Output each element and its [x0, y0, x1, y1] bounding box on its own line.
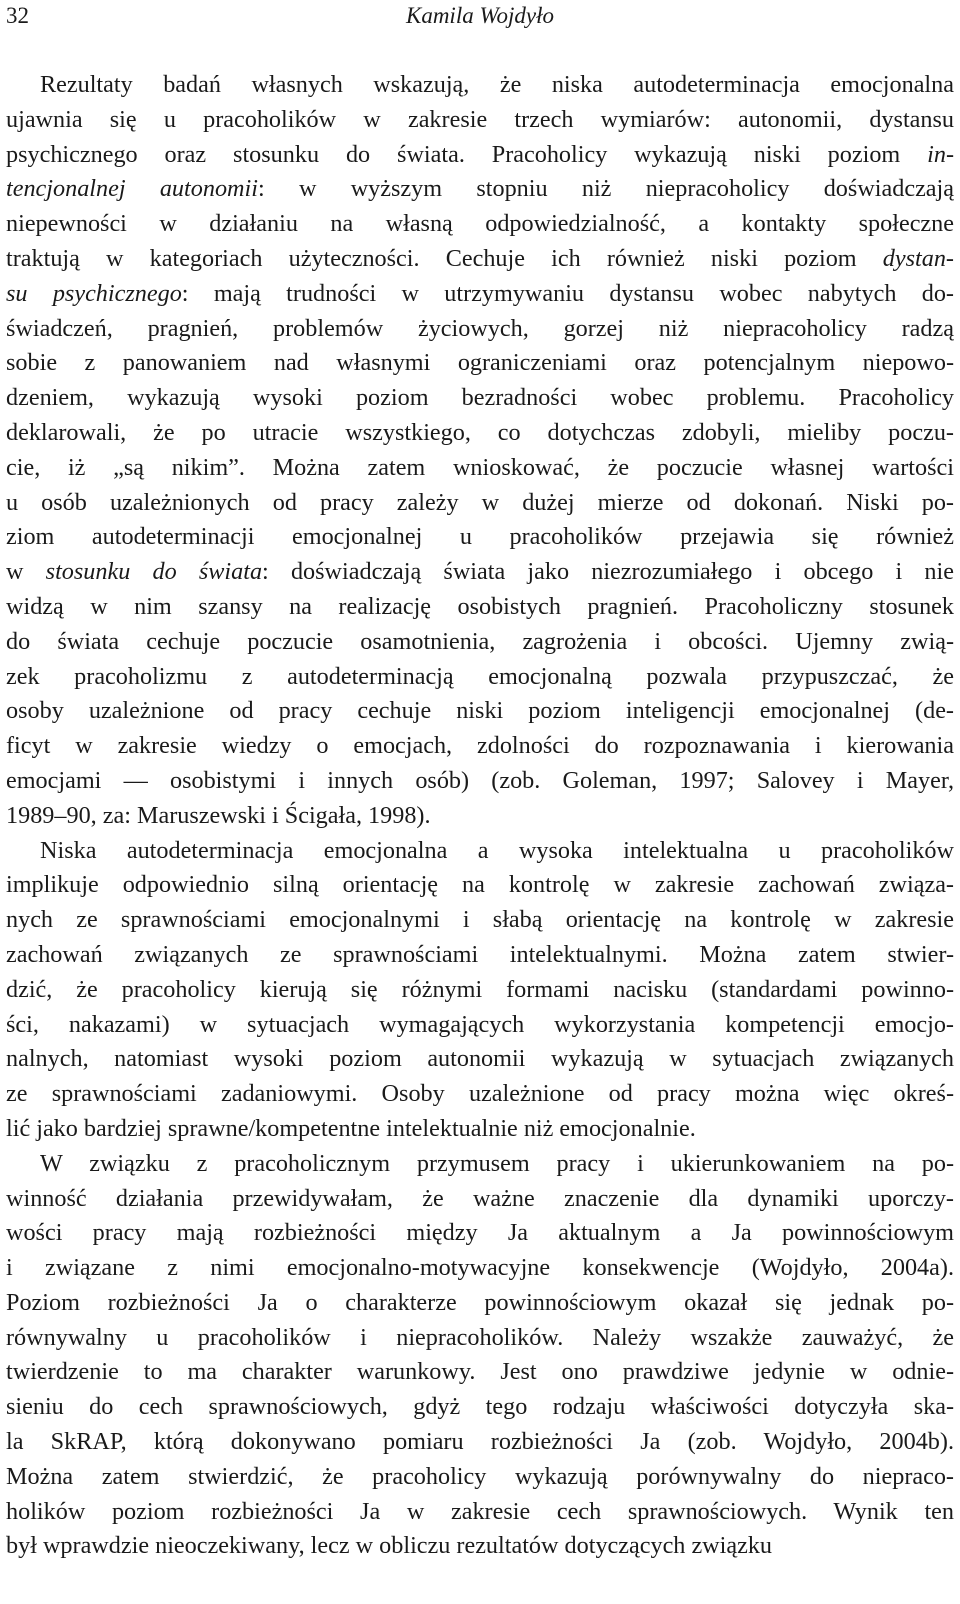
- text-line: holików poziom rozbieżności Ja w zakresie cech sprawnościowych. Wynik ten: [6, 1497, 954, 1525]
- text-line: świadczeń, pragnień, problemów życiowych, gorzej niż niepracoholicy radzą: [6, 314, 954, 342]
- text-line: twierdzenie to ma charakter warunkowy. Jest ono prawdziwe jedynie w odnie-: [6, 1358, 954, 1386]
- text-line: psychicznego oraz stosunku do świata. Pracoholicy wykazują niski poziom in-: [6, 140, 954, 168]
- text-line: deklarowali, że po utracie wszystkiego, co dotychczas zdobyli, mieliby poczu-: [6, 418, 954, 446]
- text-line: zachowań związanych ze sprawnościami intelektualnymi. Można zatem stwier-: [6, 940, 954, 968]
- text-line: 1989–90, za: Maruszewski i Ścigała, 1998).: [6, 801, 431, 829]
- running-head: [6, 0, 954, 32]
- text-line: i związane z nimi emocjonalno-motywacyjne konsekwencje (Wojdyło, 2004a).: [6, 1254, 954, 1282]
- text-line: Niska autodeterminacja emocjonalna a wysoka intelektualna u pracoholików: [40, 836, 954, 864]
- text-line: ziom autodeterminacji emocjonalnej u pracoholików przejawia się również: [6, 523, 954, 551]
- text-line: sobie z panowaniem nad własnymi ograniczeniami oraz potencjalnym niepowo-: [6, 349, 954, 377]
- text-line: Poziom rozbieżności Ja o charakterze powinnościowym okazał się jednak po-: [6, 1288, 954, 1316]
- text-line: u osób uzależnionych od pracy zależy w dużej mierze od dokonań. Niski po-: [6, 488, 954, 516]
- text-line: osoby uzależnione od pracy cechuje niski poziom inteligencji emocjonalnej (de-: [6, 697, 954, 725]
- text-line: równywalny u pracoholików i niepracoholików. Należy wszakże zauważyć, że: [6, 1323, 954, 1351]
- text-line: winność działania przewidywałam, że ważne znaczenie dla dynamiki uporczy-: [6, 1184, 954, 1212]
- text-line: ujawnia się u pracoholików w zakresie trzech wymiarów: autonomii, dystansu: [6, 105, 954, 133]
- text-line: sieniu do cech sprawnościowych, gdyż tego rodzaju właściwości dotyczyła ska-: [6, 1393, 954, 1421]
- text-line: niepewności w działaniu na własną odpowiedzialność, a kontakty społeczne: [6, 210, 954, 238]
- text-line: implikuje odpowiednio silną orientację na kontrolę w zakresie zachowań związa-: [6, 871, 954, 899]
- running-author: Kamila Wojdyło: [405, 3, 555, 28]
- text-line: lić jako bardziej sprawne/kompetentne intelektualnie niż emocjonalnie.: [6, 1114, 696, 1142]
- page: [6, 0, 954, 1604]
- text-line: zek pracoholizmu z autodeterminacją emocjonalną pozwala przypuszczać, że: [6, 662, 954, 690]
- text-line: Rezultaty badań własnych wskazują, że niska autodeterminacja emocjonalna: [40, 71, 954, 98]
- text-line: emocjami — osobistymi i innych osób) (zob. Goleman, 1997; Salovey i Mayer,: [6, 766, 954, 794]
- paragraph: [6, 1147, 954, 1565]
- text-line: traktują w kategoriach użyteczności. Cechuje ich również niski poziom dystan-: [6, 244, 954, 272]
- text-line: cie, iż „są nikim”. Można zatem wnioskować, że poczucie własnej wartości: [6, 453, 954, 481]
- text-line: do świata cechuje poczucie osamotnienia, zagrożenia i obcości. Ujemny zwią-: [6, 627, 954, 655]
- text-line: W związku z pracoholicznym przymusem pracy i ukierunkowaniem na po-: [40, 1149, 954, 1177]
- text-line: był wprawdzie nieoczekiwany, lecz w obliczu rezultatów dotyczących związku: [6, 1532, 773, 1560]
- text-line: ficyt w zakresie wiedzy o emocjach, zdolności do rozpoznawania i kierowania: [6, 732, 954, 760]
- text-line: wości pracy mają rozbieżności między Ja aktualnym a Ja powinnościowym: [6, 1219, 954, 1247]
- text-line: nych ze sprawnościami emocjonalnymi i słabą orientację na kontrolę w zakresie: [6, 906, 954, 934]
- text-line: tencjonalnej autonomii: w wyższym stopniu niż niepracoholicy doświadczają: [6, 175, 954, 203]
- page-number: 32: [6, 3, 29, 28]
- text-line: ze sprawnościami zadaniowymi. Osoby uzależnione od pracy można więc okreś-: [6, 1080, 954, 1108]
- text-line: ści, nakazami) w sytuacjach wymagających wykorzystania kompetencji emocjo-: [6, 1010, 954, 1038]
- text-line: dzeniem, wykazują wysoki poziom bezradności wobec problemu. Pracoholicy: [6, 384, 954, 412]
- paragraph: [6, 834, 954, 1147]
- text-line: la SkRAP, którą dokonywano pomiaru rozbieżności Ja (zob. Wojdyło, 2004b).: [6, 1428, 954, 1456]
- paragraph: [6, 68, 954, 834]
- text-line: dzić, że pracoholicy kierują się różnymi formami nacisku (standardami powinno-: [6, 975, 954, 1003]
- text-line: w stosunku do świata: doświadczają świata jako niezrozumiałego i obcego i nie: [6, 558, 954, 586]
- text-line: su psychicznego: mają trudności w utrzymywaniu dystansu wobec nabytych do-: [6, 279, 954, 307]
- body-text: [6, 68, 954, 1564]
- text-line: Można zatem stwierdzić, że pracoholicy wykazują porównywalny do niepraco-: [6, 1462, 954, 1490]
- text-line: nalnych, natomiast wysoki poziom autonomii wykazują w sytuacjach związanych: [6, 1045, 954, 1073]
- text-line: widzą w nim szansy na realizację osobistych pragnień. Pracoholiczny stosunek: [6, 592, 954, 620]
